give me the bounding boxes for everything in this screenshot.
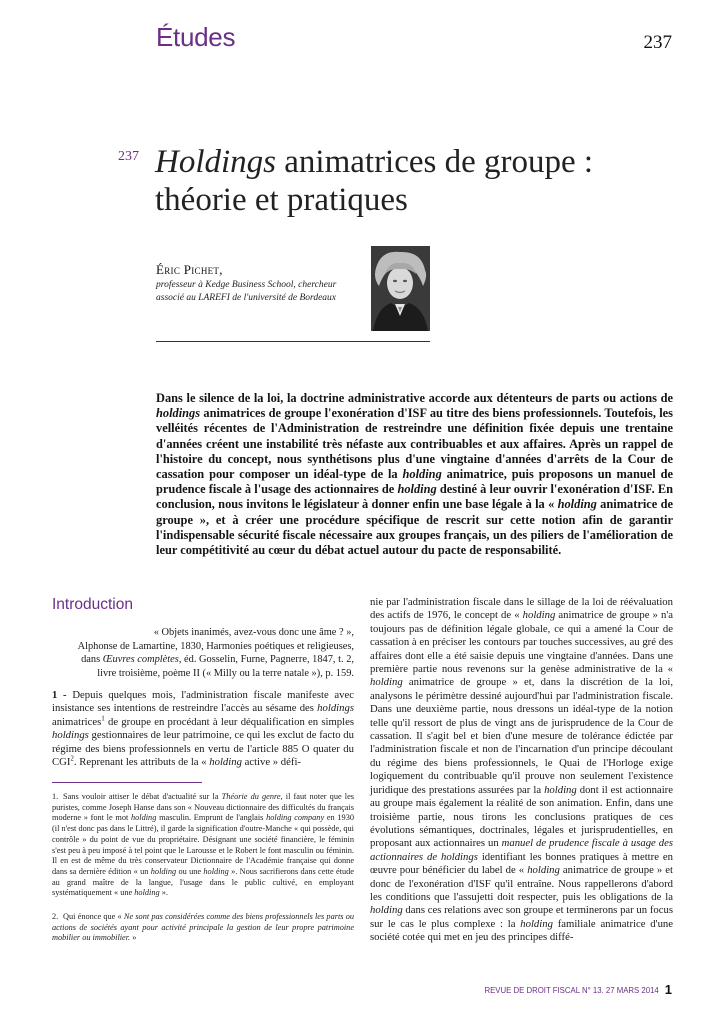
abstract-text: animatrice de groupe », et à créer une procédure spécifique de rescrit sur cette notion afin de garantir l'indispensable sécurité fiscale nécessaire aux groupes français, un des piliers de l'amélioration de leur compétitivité au cœur du débat actuel autour du pacte de responsabilité. — [156, 497, 673, 558]
body-italic: holding — [370, 904, 403, 917]
title-line2: théorie et pratiques — [155, 182, 408, 218]
footnote-divider — [52, 782, 202, 783]
body-italic: holding — [544, 783, 577, 796]
epigraph-source: livre troisième, poème II (« Milly ou la terre natale »), p. 159. — [97, 667, 354, 679]
abstract-italic: holding — [402, 467, 442, 482]
body-italic: holding — [527, 864, 560, 877]
right-column-text — [370, 596, 673, 945]
footnote-italic: Ne sont pas considérées comme des biens professionnels les parts ou actions de sociétés ayant pour activité principale la gestion de leur propre patrimoine mobilier ou immobilier. — [52, 912, 354, 943]
footnote-italic: Théorie du genre — [221, 792, 281, 801]
epigraph-source: Alphonse de Lamartine, 1830, Harmonies poétiques et religieuses, — [77, 640, 354, 652]
header-page-number: 237 — [643, 32, 672, 53]
paragraph-text: . Reprenant les attributs de la « — [73, 756, 210, 769]
paragraph-italic: holdings — [52, 729, 89, 742]
epigraph-source-italic: Œuvres complètes — [102, 654, 179, 665]
epigraph-source — [52, 653, 354, 667]
footnote-text: Sans vouloir attiser le débat d'actualité sur la — [63, 792, 222, 801]
author-divider — [156, 341, 430, 342]
paragraph-text: active » défi- — [241, 756, 301, 769]
paragraph-text: de groupe en procédant à leur déqualification en simples — [104, 715, 354, 728]
intro-heading: Introduction — [52, 596, 133, 613]
footnote-italic: holding — [131, 813, 157, 823]
footnote-ref[interactable]: 1 — [101, 714, 105, 723]
abstract — [156, 391, 673, 558]
footnote-number: 2. — [52, 912, 59, 921]
issue-date: 27 MARS 2014 — [605, 986, 659, 995]
footnote-text: ou une — [176, 866, 204, 876]
footer-page-number: 1 — [664, 982, 672, 997]
paragraph-text: animatrices — [52, 715, 102, 728]
body-italic: manuel de prudence fiscale à usage des actionnaires de holdings — [370, 837, 673, 863]
epigraph-quote: « Objets inanimés, avez-vous donc une âme ? », — [153, 627, 354, 638]
footnote-text: ». — [159, 888, 168, 898]
page-footer — [484, 982, 672, 997]
footnote-text: masculin. Emprunt de l'anglais — [156, 813, 267, 823]
paragraph-1 — [52, 689, 354, 769]
footnote-italic: holding company — [266, 813, 325, 823]
footnote-italic: holding — [134, 888, 160, 898]
author-photo — [371, 246, 430, 331]
title-italic: Holdings — [155, 144, 277, 180]
author-affiliation: professeur à Kedge Business School, chercheur associé au LAREFI de l'université de Bordeaux — [156, 280, 337, 303]
footnote-italic: holding — [150, 866, 177, 876]
footnote-text: » — [130, 933, 137, 943]
epigraph-source-text: dans — [81, 654, 103, 665]
footnote-text: Qui énonce que « — [63, 912, 124, 921]
body-italic: holding — [520, 917, 553, 930]
paragraph-italic: holding — [209, 756, 242, 769]
article-number: 237 — [118, 149, 139, 164]
section-title: Études — [156, 22, 236, 52]
title-rest: animatrices de groupe : — [276, 144, 594, 180]
footnote-text: en 1930 (il n'est donc pas dans le Littré), il garde la signification d'outre-Manche « qui possède, qui contrôle » du point de vue du propriétaire. Désignant une société financière, le féminin s'est peu à peu imposé à tel point que le Larousse et le Robert le font masculin ou féminin. Il en est de même du très conservateur Dictionnaire de l'Académie française qui donne dans sa dernière édition « un — [52, 813, 354, 876]
footnote-text: ». Nous sacrifierons dans cette étude au grand maître de la langue, l'usage dans le public cultivé, en employant systématiquement « une — [52, 866, 354, 898]
footnote-number: 1. — [52, 792, 59, 801]
body-text: familiale animatrice d'une société cotée qui met en jeu des principes diffé- — [370, 917, 673, 944]
paragraph-text: Depuis quelques mois, l'administration fiscale manifeste avec insistance ses intentions de restreindre l'accès au sésame des — [52, 689, 354, 715]
body-text: animatrice de groupe » et donc de l'exonération d'ISF qu'il entraîne. Nous rappellerons d'abord les conditions que l'assujetti doit respecter, puis les obligations de la — [370, 864, 674, 903]
footnote-ref[interactable]: 2 — [70, 754, 74, 763]
body-text: identifiant les bonnes pratiques à mettre en œuvre pour bénéficier du label de « — [370, 850, 673, 877]
abstract-italic: holding — [557, 497, 597, 512]
footnote-1 — [52, 792, 354, 899]
body-text: dans ces relations avec son groupe et terminerons par un focus sur le cas le plus complexe : la — [370, 904, 673, 930]
issue-number: N° 13. — [581, 986, 604, 995]
article-title — [155, 143, 675, 219]
abstract-text: animatrice, puis proposons un manuel de prudence fiscale à l'usage des actionnaires de — [156, 467, 673, 497]
footnote-text: , il faut noter que les puristes, comme Joseph Hanse dans son « Nouveau dictionnaire des difficultés du français moderne » font le mot — [52, 792, 354, 823]
body-text: animatrice de groupe » et, dans la discrétion de la loi, analysons le périmètre dessiné aujourd'hui par l'administration fiscale. Dans une deuxième partie, nous dressons un idéal-type de la notion telle qu'il ressort de plus de vingt ans de jurisprudence de la Cour de cassation. Il s'agit bel et bien d'une mesure de tolérance édictée par l'administration fiscale et non de l'incarnation d'un principe découlant du régime des biens professionnels, le Quai de l'Horloge exige logiquement du contribuable qu'il prouve non seulement l'existence juridique des prestations assurées par la — [370, 676, 673, 796]
paragraph-text: gestionnaires de leur patrimoine, ce qui les exclut de facto du régime des biens professionnels en vertu de l'article 885 O quater du CGI — [52, 729, 354, 769]
body-text: dont il est actionnaire au groupe mais également la réalité de son animation. Enfin, dans une troisième partie, nous tirons les conclusions pratiques de ces évolutions sémantiques, doctrinales, légales et jurisprudentielles, en proposant aux actionnaires un — [370, 783, 673, 850]
journal-name: REVUE DE DROIT FISCAL — [484, 986, 580, 995]
footnote-2 — [52, 912, 354, 944]
footnote-italic: holding — [203, 866, 229, 876]
body-text: nie par l'administration fiscale dans le sillage de la loi de réévaluation des actifs de 1976, le concept de « — [370, 596, 673, 622]
body-text: animatrice de groupe » n'a toujours pas de définition légale globale, ce qui a amené la Cour de cassation à en préciser les contours par touches successives, au gré des affaires dont elle a été saisie depuis une vingtaine d'années. Dans une première partie nous revenons sur la genèse administrative de la « — [370, 609, 673, 676]
epigraph-source-text: , éd. Gosselin, Furne, Pagnerre, 1847, t. 2, — [178, 654, 354, 665]
abstract-text: animatrices de groupe l'exonération d'ISF au titre des biens professionnels. Toutefois, les velléités récentes de l'Administration de restreindre une définition fixée depuis une trentaine d'années créent une instabilité très néfaste aux contribuables et aux affaires. Après un rappel de l'histoire du concept, nous synthétisons plus d'une vingtaine d'années d'arrêts de la Cour de cassation pour composer un idéal-type de la — [156, 406, 673, 482]
body-italic: holding — [370, 676, 403, 689]
body-italic: holding — [522, 609, 556, 622]
abstract-italic: holding — [397, 482, 437, 497]
abstract-italic: holdings — [156, 406, 201, 421]
paragraph-number: 1 - — [52, 689, 67, 701]
epigraph — [52, 626, 354, 680]
author-name: Éric Pichet, — [156, 262, 223, 277]
paragraph-italic: holdings — [317, 702, 354, 715]
abstract-text: Dans le silence de la loi, la doctrine administrative accorde aux détenteurs de parts ou actions de — [156, 391, 673, 405]
author-portrait-image — [371, 246, 430, 331]
abstract-text: destiné à leur ouvrir l'exonération d'ISF. En conclusion, nous invitons le législateur à donner enfin une base légale à la « — [156, 482, 673, 512]
